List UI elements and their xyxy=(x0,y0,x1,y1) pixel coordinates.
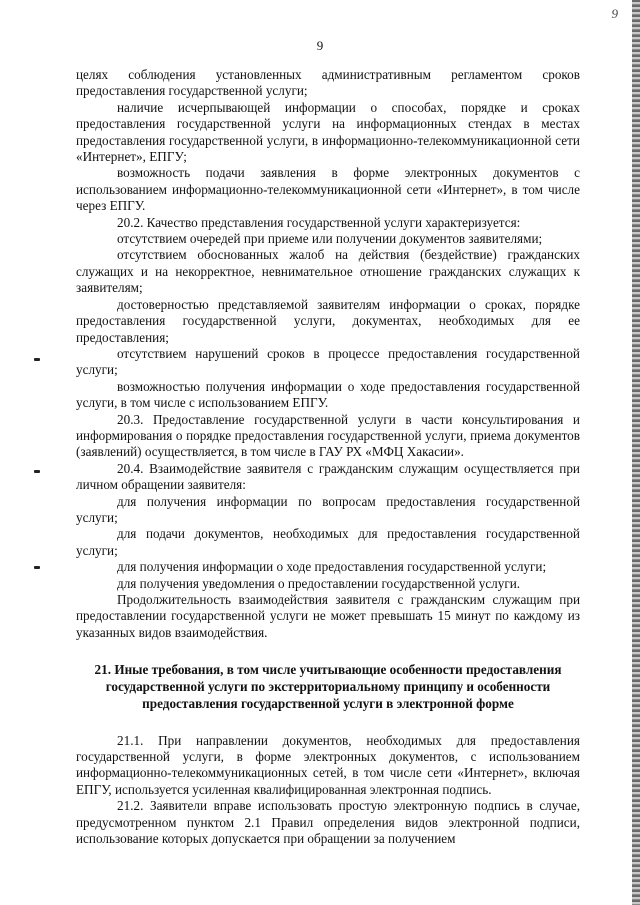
paragraph: отсутствием обоснованных жалоб на действия (бездействие) гражданских служащих и на некорректное, невнимательное отношение гражданских служащих к заявителям; xyxy=(76,247,580,296)
paragraphs-before-heading xyxy=(76,67,580,641)
paragraph: для получения информации о ходе предоставления государственной услуги; xyxy=(117,559,547,575)
paragraph: 20.3. Предоставление государственной услуги в части консультирования и информирования о порядке предоставления государственной услуги, приема документов (заявлений) осуществляется, в том числе в ГАУ РХ «МФЦ Хакасии». xyxy=(76,411,580,460)
paragraphs-after-heading xyxy=(76,733,580,848)
paragraph: возможностью получения информации о ходе предоставления государственной услуги, в том числе с использованием ЕПГУ. xyxy=(76,378,580,411)
margin-mark xyxy=(34,470,40,473)
paragraph: возможность подачи заявления в форме электронных документов с использованием информационно-телекоммуникационной сети «Интернет», в том числе через ЕПГУ. xyxy=(76,165,580,214)
paragraph: отсутствием нарушений сроков в процессе предоставления государственной услуги; xyxy=(76,345,580,378)
paragraph: Продолжительность взаимодействия заявителя с гражданским служащим при предоставлении государственной услуги не может превышать 15 минут по каждому из указанных видов взаимодействия. xyxy=(76,592,580,640)
paragraph: для подачи документов, необходимых для предоставления государственной услуги; xyxy=(76,526,580,558)
paragraph: для получения информации по вопросам предоставления государственной услуги; xyxy=(76,493,580,525)
paragraph: 20.4. Взаимодействие заявителя с гражданским служащим осуществляется при личном обращении заявителя: xyxy=(76,460,580,493)
paragraph: 21.1. При направлении документов, необходимых для предоставления государственной услуги, в форме электронных документов, с использованием информационно-телекоммуникационных сетей, в том числе сети «Интернет», включая ЕПГУ, используется усиленная квалифицированная электронная подпись. xyxy=(76,732,580,797)
paragraph: целях соблюдения установленных административным регламентом сроков предоставления государственной услуги; xyxy=(76,67,580,99)
paragraph: 21.2. Заявители вправе использовать простую электронную подпись в случае, предусмотренном пунктом 2.1 Правил определения видов электронной подписи, использование которых допускается при обращении за получением xyxy=(76,798,580,847)
handwritten-page-mark: 9 xyxy=(611,6,618,21)
page-number: 9 xyxy=(316,38,324,53)
paragraph: достоверностью представляемой заявителям информации о сроках, порядке предоставления государственной услуги, документах, необходимых для ее предоставления; xyxy=(76,296,580,345)
paragraph: для получения уведомления о предоставлении государственной услуги. xyxy=(117,575,521,591)
scanned-page-edge xyxy=(632,0,640,905)
section-heading: 21. Иные требования, в том числе учитывающие особенности предоставления государственной услуги по экстерриториальному принципу и особенности предоставления государственной услуги в электронной форме xyxy=(94,662,562,711)
margin-mark xyxy=(34,566,40,569)
paragraph: отсутствием очередей при приеме или получении документов заявителями; xyxy=(117,231,543,247)
document-body xyxy=(76,67,580,847)
paragraph: 20.2. Качество представления государственной услуги характеризуется: xyxy=(117,214,521,230)
paragraph: наличие исчерпывающей информации о способах, порядке и сроках предоставления государственной услуги на информационных стендах в местах предоставления государственной услуги, в информационно-телекоммуникационной сети «Интернет», ЕПГУ; xyxy=(76,99,580,165)
margin-mark xyxy=(34,358,40,361)
